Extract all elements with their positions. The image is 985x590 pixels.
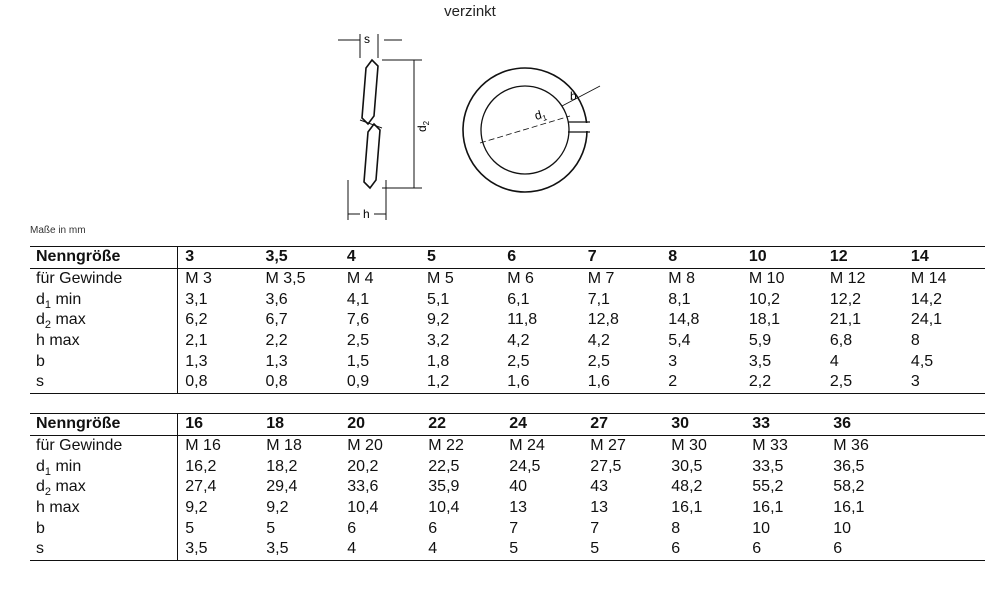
value-cell: 29,4 [266, 478, 298, 496]
value-cell: M 7 [587, 270, 615, 288]
value-cell: 12,8 [587, 311, 619, 329]
value-cell: 9,2 [427, 311, 450, 329]
value-cell: 1,2 [420, 372, 500, 393]
value-cell: 58,2 [833, 478, 865, 496]
value-cell: 4 [829, 352, 839, 370]
value-cell: 2,2 [742, 372, 823, 393]
value-cell: M 30 [671, 437, 707, 455]
value-cell: 5 [502, 539, 583, 560]
value-cell: 3 [668, 352, 678, 370]
d1-label: $d_1$ [532, 107, 549, 123]
value-cell: M 14 [910, 270, 947, 288]
value-cell: 5,1 [427, 290, 450, 308]
value-cell: 3 [904, 372, 985, 393]
row-label: $d_1$ min [30, 456, 178, 477]
value-cell: 3,5 [748, 352, 772, 370]
value-cell: 9,2 [266, 499, 289, 517]
value-cell: 18,2 [266, 457, 298, 475]
value-cell: 35,9 [428, 478, 460, 496]
value-cell: 4,1 [346, 290, 370, 308]
value-cell: 8,1 [668, 290, 691, 308]
value-cell: 24,5 [509, 457, 541, 475]
spring-washer-drawing [330, 28, 630, 220]
value-cell: 33,5 [752, 457, 784, 475]
value-cell: 5 [266, 519, 276, 537]
value-cell: 10 [833, 519, 852, 537]
table-row [30, 539, 985, 560]
value-cell: 13 [590, 499, 609, 517]
units-note: Maße in mm [30, 225, 86, 236]
d2-label: $d_2$ [415, 120, 431, 132]
value-cell: 4,5 [910, 352, 934, 370]
value-cell: 2,5 [346, 332, 370, 350]
value-cell: 33,6 [347, 478, 379, 496]
value-cell: 2,2 [265, 332, 288, 350]
value-cell: M 5 [427, 270, 454, 288]
size-cell: 3,5 [258, 247, 339, 269]
value-cell: 10 [752, 519, 771, 537]
value-cell: 30,5 [671, 457, 703, 475]
size-cell: 6 [500, 247, 580, 269]
value-cell: 3,2 [427, 332, 450, 350]
value-cell: 1,3 [265, 352, 288, 370]
value-cell: M 16 [185, 437, 221, 455]
size-cell: 8 [661, 247, 742, 269]
value-cell [907, 498, 985, 519]
value-cell: 6,1 [507, 290, 530, 308]
value-cell: 6,2 [185, 311, 208, 329]
value-cell: 13 [509, 499, 528, 517]
value-cell: 16,1 [833, 499, 865, 517]
value-cell: 48,2 [671, 478, 703, 496]
value-cell: 27,5 [590, 457, 622, 475]
value-cell [907, 477, 985, 498]
header-label: Nenngröße [30, 414, 178, 436]
size-cell: 18 [259, 414, 340, 436]
row-label: b [30, 518, 178, 539]
size-cell [907, 414, 985, 436]
size-cell: 27 [583, 414, 664, 436]
value-cell: 14,2 [910, 290, 943, 308]
table-row [30, 456, 985, 477]
value-cell: M 12 [829, 270, 866, 288]
value-cell: 1,6 [500, 372, 580, 393]
row-label: für Gewinde [30, 268, 178, 289]
value-cell: 14,8 [668, 311, 700, 329]
size-cell: 20 [340, 414, 421, 436]
value-cell [907, 518, 985, 539]
size-cell: 33 [745, 414, 826, 436]
value-cell: 8 [671, 519, 681, 537]
table-header-row [30, 247, 985, 269]
value-cell [907, 539, 985, 560]
value-cell: 6 [745, 539, 826, 560]
header-label: Nenngröße [30, 247, 178, 269]
value-cell: M 6 [507, 270, 534, 288]
value-cell: 0,9 [340, 372, 420, 393]
size-cell: 4 [340, 247, 420, 269]
value-cell: 9,2 [185, 499, 208, 517]
value-cell: 10,2 [748, 290, 781, 308]
value-cell: M 20 [347, 437, 383, 455]
value-cell [907, 456, 985, 477]
size-cell: 14 [904, 247, 985, 269]
table-header-row [30, 414, 985, 436]
value-cell: 16,2 [185, 457, 217, 475]
value-cell: 2,5 [823, 372, 904, 393]
value-cell: 18,1 [748, 311, 781, 329]
value-cell: M 24 [509, 437, 545, 455]
value-cell: 1,5 [346, 352, 370, 370]
value-cell: 7 [509, 519, 519, 537]
value-cell: 1,3 [185, 352, 208, 370]
size-cell: 30 [664, 414, 745, 436]
size-cell: 16 [178, 414, 260, 436]
table-row [30, 498, 985, 519]
subtitle: verzinkt [444, 3, 496, 20]
value-cell: 6 [826, 539, 907, 560]
row-label: b [30, 351, 178, 372]
value-cell: 6,7 [265, 311, 288, 329]
value-cell: M 22 [428, 437, 464, 455]
value-cell: 0,8 [258, 372, 339, 393]
row-label: h max [30, 498, 178, 519]
table-row [30, 372, 985, 393]
value-cell: 27,4 [185, 478, 217, 496]
size-cell: 22 [421, 414, 502, 436]
value-cell: 21,1 [829, 311, 862, 329]
table-row [30, 268, 985, 289]
value-cell: 11,8 [507, 311, 538, 329]
value-cell: 55,2 [752, 478, 784, 496]
value-cell: 2,1 [185, 332, 208, 350]
spec-table-2 [30, 413, 985, 561]
size-cell: 5 [420, 247, 500, 269]
value-cell: M 27 [590, 437, 626, 455]
value-cell: 3,5 [178, 539, 260, 560]
size-cell: 7 [581, 247, 662, 269]
table-row [30, 331, 985, 352]
value-cell: 4 [340, 539, 421, 560]
b-label: b [570, 89, 577, 103]
table-row [30, 518, 985, 539]
size-cell: 3 [178, 247, 259, 269]
value-cell: 10,4 [347, 499, 379, 517]
row-label: $d_2$ max [30, 310, 178, 331]
row-label: $d_2$ max [30, 477, 178, 498]
value-cell: 12,2 [829, 290, 862, 308]
table-row [30, 351, 985, 372]
value-cell: 24,1 [910, 311, 943, 329]
value-cell [907, 435, 985, 456]
value-cell: M 3,5 [265, 270, 306, 288]
value-cell: 5,9 [748, 332, 772, 350]
value-cell: 6 [347, 519, 357, 537]
value-cell: M 3 [185, 270, 212, 288]
row-label: s [30, 372, 178, 393]
value-cell: 3,1 [185, 290, 208, 308]
value-cell: 10,4 [428, 499, 460, 517]
value-cell: 6 [428, 519, 438, 537]
value-cell: 1,8 [427, 352, 450, 370]
value-cell: 2 [661, 372, 742, 393]
value-cell: M 8 [668, 270, 695, 288]
value-cell: 6,8 [829, 332, 853, 350]
size-cell: 10 [742, 247, 823, 269]
value-cell: 22,5 [428, 457, 460, 475]
size-cell: 36 [826, 414, 907, 436]
size-cell: 12 [823, 247, 904, 269]
value-cell: 7,1 [587, 290, 610, 308]
row-label: $d_1$ min [30, 289, 178, 310]
value-cell: 3,5 [259, 539, 340, 560]
table-row [30, 310, 985, 331]
value-cell: 4,2 [507, 332, 530, 350]
value-cell: 20,2 [347, 457, 379, 475]
value-cell: 16,1 [671, 499, 703, 517]
table-row [30, 435, 985, 456]
spec-table-1 [30, 246, 985, 394]
value-cell: 16,1 [752, 499, 784, 517]
row-label: für Gewinde [30, 435, 178, 456]
value-cell: M 4 [346, 270, 374, 288]
value-cell: M 33 [752, 437, 788, 455]
value-cell: 5 [583, 539, 664, 560]
table-row [30, 289, 985, 310]
value-cell: 5 [185, 519, 195, 537]
value-cell: M 18 [266, 437, 302, 455]
value-cell: 8 [910, 332, 920, 350]
value-cell: 2,5 [587, 352, 610, 370]
value-cell: 36,5 [833, 457, 865, 475]
value-cell: 40 [509, 478, 528, 496]
value-cell: 6 [664, 539, 745, 560]
value-cell: 0,8 [178, 372, 259, 393]
value-cell: 2,5 [507, 352, 530, 370]
value-cell: 3,6 [265, 290, 288, 308]
s-label: s [364, 32, 370, 46]
value-cell: 43 [590, 478, 609, 496]
value-cell: 5,4 [668, 332, 691, 350]
h-label: h [363, 207, 370, 220]
row-label: s [30, 539, 178, 560]
value-cell: 7 [590, 519, 600, 537]
value-cell: 4,2 [587, 332, 610, 350]
value-cell: 1,6 [581, 372, 662, 393]
value-cell: M 36 [833, 437, 869, 455]
value-cell: M 10 [748, 270, 785, 288]
size-cell: 24 [502, 414, 583, 436]
value-cell: 7,6 [346, 311, 370, 329]
value-cell: 4 [421, 539, 502, 560]
row-label: h max [30, 331, 178, 352]
table-row [30, 477, 985, 498]
